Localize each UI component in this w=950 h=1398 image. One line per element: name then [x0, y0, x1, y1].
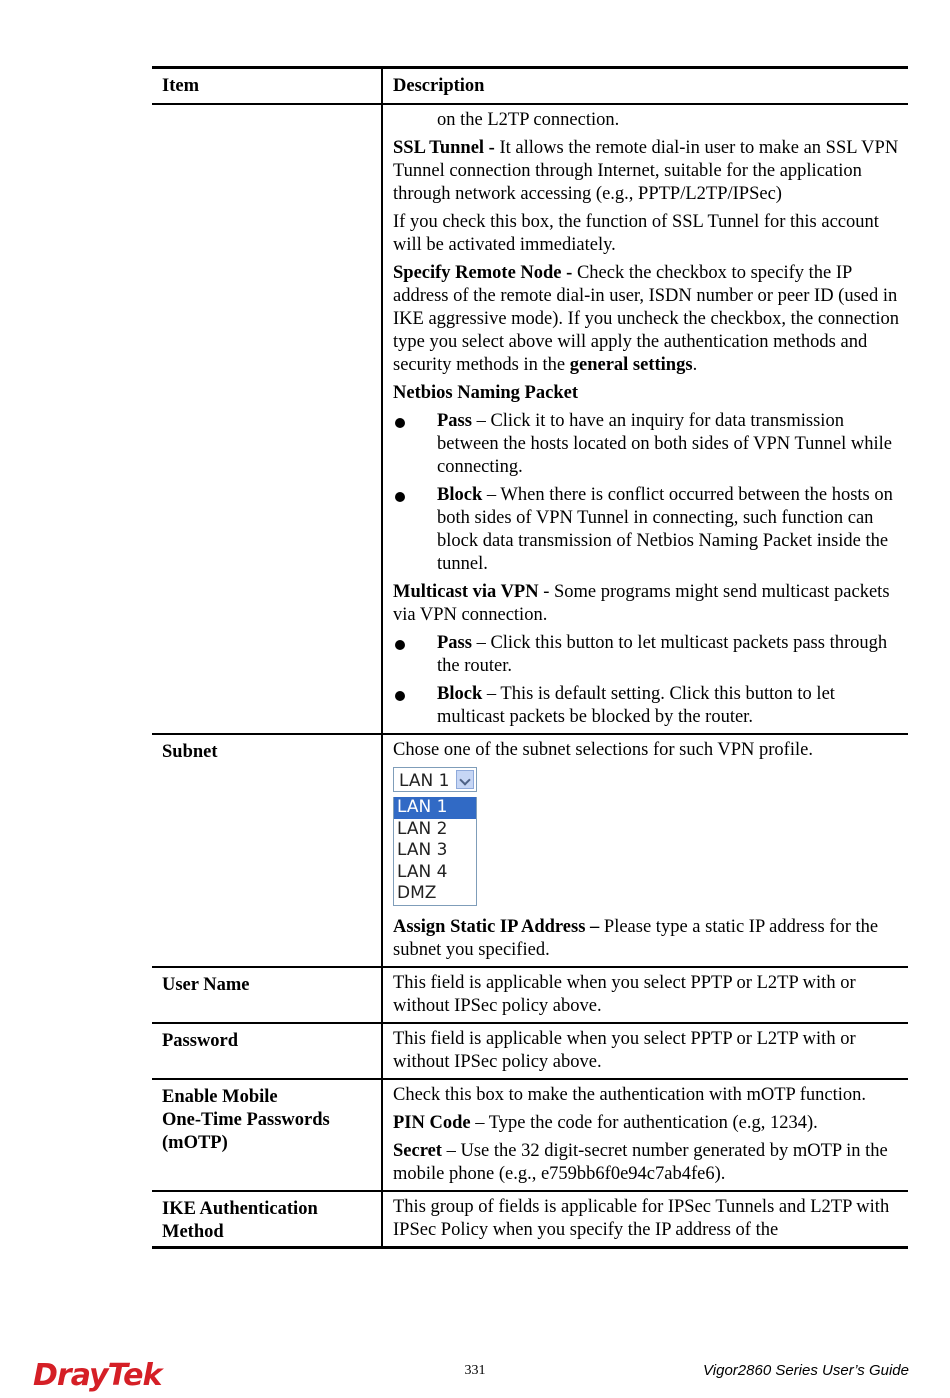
secret-para: [393, 1140, 902, 1186]
multicast-title: Multicast via VPN: [393, 582, 539, 602]
table-row-username: [152, 967, 908, 1023]
remote-node-text: Check the checkbox to specify the IP address of the remote dial-in user, ISDN number or peer ID (used in IKE aggressive mode). If you uncheck the checkbox, the connection type you select above will apply the authentication methods and security methods in the: [393, 263, 899, 375]
ssl-tunnel-title: SSL Tunnel -: [393, 138, 495, 158]
password-description: This field is applicable when you select PPTP or L2TP with or without IPSec policy above.: [382, 1023, 908, 1079]
subnet-option-lan1[interactable]: LAN 1: [394, 797, 476, 819]
username-label: User Name: [152, 967, 382, 1023]
motp-label-line3: (mOTP): [162, 1132, 228, 1153]
subnet-select-screenshot: [393, 767, 477, 906]
guide-title: Vigor2860 Series User’s Guide: [703, 1362, 909, 1379]
subnet-option-dmz[interactable]: DMZ: [397, 883, 437, 903]
ike-label-line2: Method: [162, 1221, 224, 1242]
netbios-title: [393, 382, 902, 405]
remote-node-para: [393, 262, 902, 377]
draytek-logo: DrayTek: [33, 1358, 162, 1393]
table-row-motp: [152, 1079, 908, 1191]
subnet-label: Subnet: [152, 734, 382, 967]
multicast-text: - Some programs might send multicast packets via VPN connection.: [393, 582, 890, 625]
multicast-block-text: – This is default setting. Click this button to let multicast packets be blocked by the router.: [437, 684, 835, 727]
bullet-icon: [395, 492, 405, 502]
description-cell: [382, 104, 908, 734]
subnet-option-lan4[interactable]: LAN 4: [397, 861, 448, 882]
chevron-down-icon[interactable]: [456, 770, 474, 789]
parameter-table: [152, 66, 908, 1249]
header-item: Item: [152, 68, 382, 105]
table-row-password: [152, 1023, 908, 1079]
subnet-description: [382, 734, 908, 967]
bullet-icon: [395, 691, 405, 701]
remote-node-period: .: [692, 355, 698, 375]
multicast-pass-item: [393, 632, 902, 678]
motp-description: [382, 1079, 908, 1191]
item-cell-empty: [152, 104, 382, 734]
netbios-block-item: [393, 484, 902, 576]
multicast-pass-title: Pass: [437, 633, 472, 653]
ssl-tunnel-text: It allows the remote dial-in user to make an SSL VPN Tunnel connection through Internet, suitable for the application through network accessing (e.g., PPTP/L2TP/IPSec): [393, 138, 899, 204]
ssl-check-para: If you check this box, the function of SSL Tunnel for this account will be activated immediately.: [393, 212, 879, 255]
l2tp-line: on the L2TP connection.: [437, 110, 620, 130]
ssl-tunnel-para: [393, 137, 902, 206]
header-description: Description: [382, 68, 908, 105]
ike-label: [152, 1191, 382, 1248]
subnet-option-lan2[interactable]: LAN 2: [397, 818, 448, 839]
bullet-icon: [395, 418, 405, 428]
netbios-block-title: Block: [437, 485, 483, 505]
assign-ip-text: Please type a static IP address for the subnet you specified.: [393, 916, 879, 960]
ike-description: This group of fields is applicable for IPSec Tunnels and L2TP with IPSec Policy when you specify the IP address of the: [382, 1191, 908, 1248]
multicast-block-title: Block: [437, 684, 483, 704]
subnet-options-list: [393, 797, 477, 906]
username-description: This field is applicable when you select PPTP or L2TP with or without IPSec policy above.: [382, 967, 908, 1023]
subnet-intro: Chose one of the subnet selections for such VPN profile.: [393, 740, 813, 760]
netbios-block-text: – When there is conflict occurred between the hosts on both sides of VPN Tunnel in connecting, such function can block data transmission of Netbios Naming Packet inside the tunnel.: [437, 485, 893, 574]
motp-label-line1: Enable Mobile: [162, 1086, 278, 1107]
assign-ip-para: [393, 916, 902, 962]
motp-label: [152, 1079, 382, 1191]
netbios-pass-item: [393, 410, 902, 479]
table-row-continued: [152, 104, 908, 734]
subnet-option-lan3[interactable]: LAN 3: [397, 840, 448, 860]
table-row-subnet: [152, 734, 908, 967]
netbios-title-text: Netbios Naming Packet: [393, 383, 578, 403]
motp-text: Check this box to make the authentication with mOTP function.: [393, 1084, 867, 1105]
pin-code-title: PIN Code: [393, 1112, 471, 1133]
pin-code-text: – Type the code for authentication (e.g, 1234).: [470, 1112, 818, 1133]
subnet-select[interactable]: [393, 767, 477, 792]
password-label: Password: [152, 1023, 382, 1079]
ike-label-line1: IKE Authentication: [162, 1198, 318, 1219]
netbios-pass-title: Pass: [437, 411, 472, 431]
general-settings-text: general settings: [569, 355, 693, 375]
subnet-select-value: LAN 1: [399, 771, 450, 791]
remote-node-title: Specify Remote Node -: [393, 263, 573, 283]
netbios-pass-text: – Click it to have an inquiry for data transmission between the hosts located on both sides of VPN Tunnel while connecting.: [437, 411, 892, 477]
assign-ip-title: Assign Static IP Address –: [393, 916, 600, 937]
secret-title: Secret: [393, 1140, 442, 1161]
multicast-block-item: [393, 683, 902, 729]
bullet-icon: [395, 640, 405, 650]
page-number: 331: [464, 1363, 486, 1378]
multicast-pass-text: – Click this button to let multicast packets pass through the router.: [437, 633, 888, 676]
motp-label-line2: One-Time Passwords: [162, 1109, 330, 1130]
table-row-ike: [152, 1191, 908, 1248]
pin-code-para: [393, 1112, 902, 1135]
multicast-para: [393, 581, 902, 627]
secret-text: – Use the 32 digit-secret number generated by mOTP in the mobile phone (e.g., e759bb6f0e94c7ab4fe6).: [393, 1140, 888, 1184]
